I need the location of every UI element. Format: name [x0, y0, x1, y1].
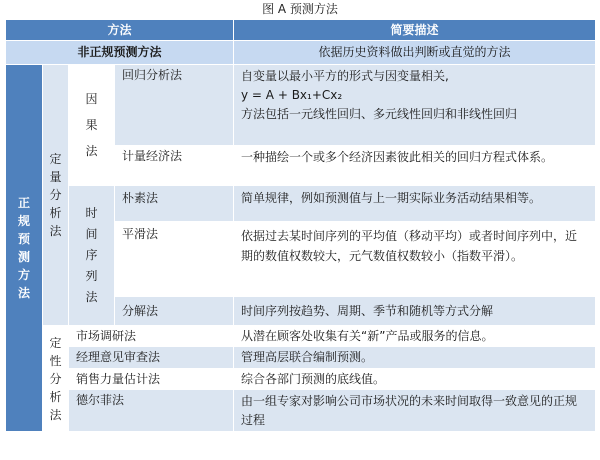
executive-opinion-desc: 管理高层联合编制预测。	[234, 347, 596, 369]
smoothing-name: 平滑法	[115, 222, 234, 296]
econometric-desc: 一种描绘一个或多个经济因素彼此相关的回归方程式体系。	[234, 146, 596, 186]
formal-label-cell	[6, 65, 43, 432]
formal-label: 正规预测方法	[18, 196, 31, 300]
decomposition-desc: 时间序列按趋势、周期、季节和随机等方式分解	[234, 297, 596, 326]
table-row	[6, 390, 596, 432]
executive-opinion-name: 经理意见审查法	[69, 347, 234, 369]
header-description: 简要描述	[234, 20, 596, 41]
sales-force-name: 销售力量估计法	[69, 369, 234, 390]
naive-name: 朴素法	[115, 186, 234, 222]
causal-label-cell	[69, 65, 115, 186]
regression-desc-line3: 方法包括一元线性回归、多元线性回归和非线性回归	[241, 107, 518, 121]
naive-desc: 简单规律，例如预测值与上一期实际业务活动结果相等。	[234, 186, 596, 222]
quantitative-label-cell	[43, 65, 69, 326]
header-row	[6, 20, 596, 41]
nonformal-desc: 依据历史资料做出判断或直觉的方法	[234, 41, 596, 65]
sales-force-desc: 综合各部门预测的底线值。	[234, 369, 596, 390]
nonformal-row	[6, 41, 596, 65]
qualitative-label: 定性分析法	[49, 335, 62, 422]
decomposition-name: 分解法	[115, 297, 234, 326]
table-row	[6, 326, 596, 347]
causal-label: 因果法	[85, 92, 98, 158]
forecast-methods-table	[5, 19, 596, 432]
market-research-name: 市场调研法	[69, 326, 234, 347]
smoothing-desc: 依据过去某时间序列的平均值（移动平均）或者时间序列中，近期的数值权数较大，元气数值权数较小（指数平滑）。	[234, 222, 596, 296]
table-row	[6, 347, 596, 369]
qualitative-label-cell	[43, 326, 69, 432]
table-row	[6, 369, 596, 390]
timeseries-label-cell	[69, 186, 115, 326]
header-method: 方法	[6, 20, 234, 41]
table-row	[6, 186, 596, 222]
regression-desc-line1: 自变量以最小平方的形式与因变量相关,	[241, 69, 449, 83]
regression-formula: y = A + Bx₁+Cx₂	[241, 88, 343, 102]
quantitative-label: 定量分析法	[49, 152, 62, 238]
table-row	[6, 65, 596, 146]
timeseries-label: 时间序列法	[85, 206, 98, 304]
regression-name: 回归分析法	[115, 65, 234, 146]
market-research-desc: 从潜在顾客处收集有关“新”产品或服务的信息。	[234, 326, 596, 347]
delphi-name: 德尔菲法	[69, 390, 234, 432]
figure-caption: 图 A 预测方法	[262, 2, 338, 16]
regression-desc	[234, 65, 596, 146]
econometric-name: 计量经济法	[115, 146, 234, 186]
nonformal-label: 非正规预测方法	[6, 41, 234, 65]
delphi-desc: 由一组专家对影响公司市场状况的未来时间取得一致意见的正规过程	[234, 390, 596, 432]
